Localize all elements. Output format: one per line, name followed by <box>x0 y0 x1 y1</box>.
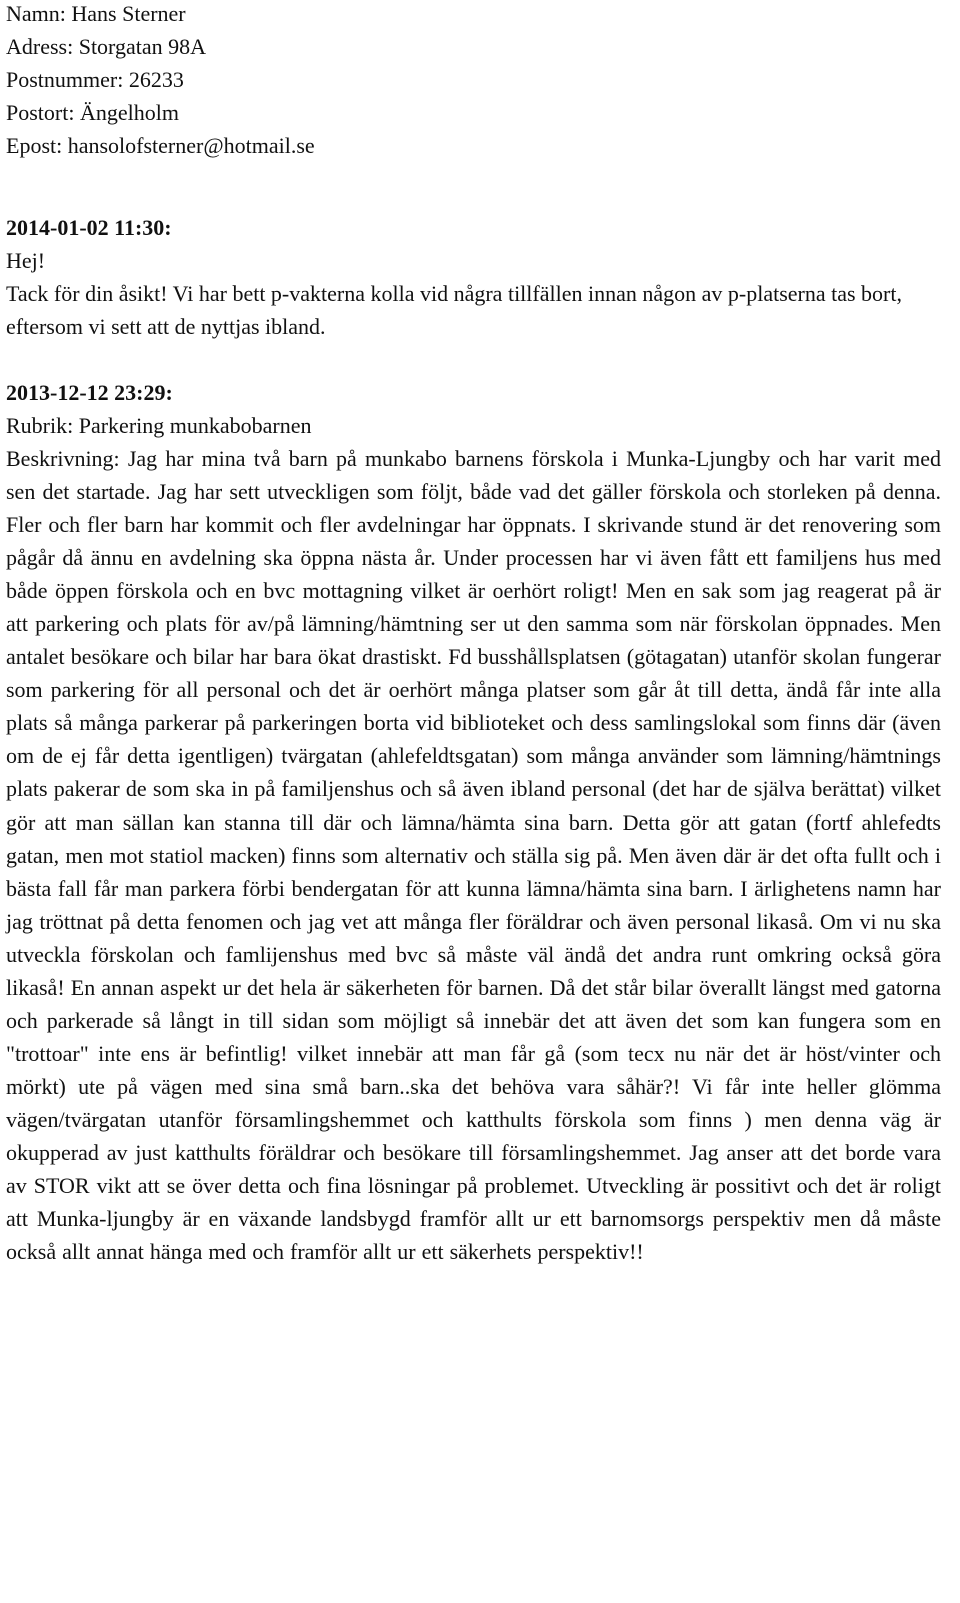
contact-email: Epost: hansolofsterner@hotmail.se <box>6 133 315 158</box>
document-page <box>6 0 941 1268</box>
contact-postcode: Postnummer: 26233 <box>6 67 184 92</box>
contact-city: Postort: Ängelholm <box>6 100 179 125</box>
reply-greeting: Hej! <box>6 248 46 273</box>
reply-block <box>6 211 941 343</box>
contact-block <box>6 0 941 162</box>
original-description: Beskrivning: Jag har mina två barn på munkabo barnens förskola i Munka-Ljungby och har varit med sen det startade. Jag har sett utveckligen som följt, både vad det gäller förskola och storleken på denna. Fler och fler barn har kommit och fler avdelningar har öppnats. I skrivande stund är det renovering som pågår då ännu en avdelning ska öppna nästa år. Under processen har vi även fått ett familjens hus med både öppen förskola och en bvc mottagning vilket är oerhört roligt! Men en sak som jag reagerat på är att parkering och plats för av/på lämning/hämtning ser ut den samma som när förskolan öppnades. Men antalet besökare och bilar har bara ökat drastiskt. Fd busshållsplatsen (götagatan) utanför skolan fungerar som parkering för all personal och det är oerhört många platser som går åt till detta, ändå får inte alla plats så många parkerar på parkeringen borta vid biblioteket och dess samlingslokal som finns där (även om de ej får detta igentligen) tvärgatan (ahlefeldtsgatan) som många använder som lämning/hämtnings plats pakerar de som ska in på familjenshus och så även ibland personal (det har de själva berättat) vilket gör att man sällan kan stanna till där och lämna/hämta sina barn. Detta gör att gatan (fortf ahlefedts gatan, men mot statiol macken) finns som alternativ och ställa sig på. Men även där är det ofta fullt och i bästa fall får man parkera förbi bendergatan för att kunna lämna/hämta sina barn. I ärlighetens namn har jag tröttnat på detta fenomen och jag vet att många fler föräldrar och även personal likaså. Om vi nu ska utveckla förskolan och famlijenshus med bvc så måste väl ändå det andra runt omkring också göra likaså! En annan aspekt ur det hela är säkerheten för barnen. Då det står bilar överallt längst med gatorna och parkerade så långt in till sidan som möjligt så innebär det att även det som kan fungera som en "trottoar" inte ens är befintlig! vilket innebär att man får gå (som tecx nu när det är höst/vinter och mörkt) ute på vägen med sina små barn..ska det behöva vara såhär?! Vi får inte heller glömma vägen/tvärgatan utanför församlingshemmet och katthults förskola som finns ) men denna väg är okupperad av just katthults föräldrar och besökare till församlingshemmet. Jag anser att det borde vara av STOR vikt att se över detta och fina lösningar på problemet. Utveckling är possitivt och det är roligt att Munka-ljungby är en växande landsbygd framför allt ur ett barnomsorgs perspektiv men då måste också allt annat hänga med och framför allt ur ett säkerhets perspektiv!! <box>6 446 941 1265</box>
original-message-block <box>6 376 941 1268</box>
contact-address: Adress: Storgatan 98A <box>6 34 207 59</box>
contact-name: Namn: Hans Sterner <box>6 1 186 26</box>
reply-text: Tack för din åsikt! Vi har bett p-vakterna kolla vid några tillfällen innan någon av p-platserna tas bort, eftersom vi sett att de nyttjas ibland. <box>6 281 902 339</box>
reply-timestamp: 2014-01-02 11:30: <box>6 215 172 240</box>
original-subject: Rubrik: Parkering munkabobarnen <box>6 413 312 438</box>
original-timestamp: 2013-12-12 23:29: <box>6 380 173 405</box>
